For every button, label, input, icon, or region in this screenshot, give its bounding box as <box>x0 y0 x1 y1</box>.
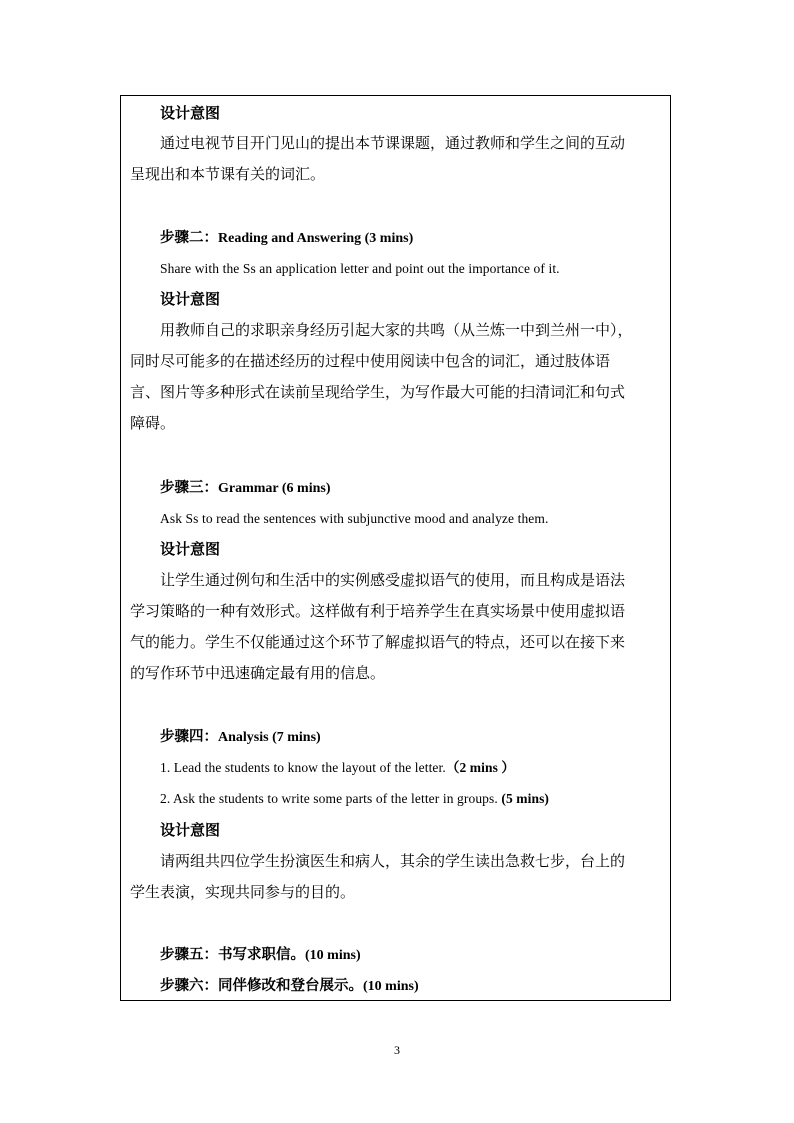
step2-task: Share with the Ss an application letter and point out the importance of it. <box>160 261 560 276</box>
intent1-paragraph-line: 通过电视节目开门见山的提出本节课课题，通过教师和学生之间的互动 <box>160 134 626 152</box>
step4-task-2-time: (5 mins) <box>501 791 550 806</box>
intent1-title: 设计意图 <box>160 104 221 122</box>
step2-label: 步骤二： <box>160 229 218 246</box>
step5-time: (10 mins) <box>305 948 361 963</box>
intent4-paragraph-line: 请两组共四位学生扮演医生和病人，其余的学生读出急救七步，台上的 <box>160 852 626 870</box>
lesson-plan-table-cell <box>120 95 671 1001</box>
intent3-title: 设计意图 <box>160 540 221 558</box>
intent2-paragraph-line: 言、图片等多种形式在读前呈现给学生，为写作最大可能的扫清词汇和句式 <box>130 383 626 401</box>
step4-task-1 <box>160 761 515 775</box>
step4-task-1-text: 1. Lead the students to know the layout of the letter. <box>160 760 446 775</box>
intent2-paragraph-line: 用教师自己的求职亲身经历引起大家的共鸣（从兰炼一中到兰州一中）， <box>160 321 633 339</box>
step4-heading <box>160 730 321 745</box>
intent4-paragraph-line: 学生表演，实现共同参与的目的。 <box>130 883 356 901</box>
step6-label: 步骤六：同伴修改和登台展示。 <box>160 977 363 994</box>
step3-heading <box>160 481 331 496</box>
step4-label: 步骤四： <box>160 728 218 745</box>
step2-title: Reading and Answering (3 mins) <box>218 231 414 246</box>
step4-task-2 <box>160 792 549 806</box>
step4-title: Analysis (7 mins) <box>218 730 321 745</box>
intent3-paragraph-line: 的写作环节中迅速确定最有用的信息。 <box>130 664 386 682</box>
intent2-title: 设计意图 <box>160 290 221 308</box>
intent3-paragraph-line: 气的能力。学生不仅能通过这个环节了解虚拟语气的特点，还可以在接下来 <box>130 633 626 651</box>
step5-label: 步骤五：书写求职信。 <box>160 946 305 963</box>
page-number: 3 <box>394 1043 400 1057</box>
step6-heading <box>160 979 419 994</box>
intent2-paragraph-line: 障碍。 <box>130 414 176 432</box>
step4-task-2-text: 2. Ask the students to write some parts of the letter in groups. <box>160 791 498 806</box>
step5-heading <box>160 948 361 963</box>
step2-heading <box>160 231 413 246</box>
intent4-title: 设计意图 <box>160 821 221 839</box>
step4-task-1-time: （2 mins ） <box>445 760 516 775</box>
intent3-paragraph-line: 让学生通过例句和生活中的实例感受虚拟语气的使用，而且构成是语法 <box>160 571 626 589</box>
intent1-paragraph-line: 呈现出和本节课有关的词汇。 <box>130 165 326 183</box>
intent2-paragraph-line: 同时尽可能多的在描述经历的过程中使用阅读中包含的词汇，通过肢体语 <box>130 352 611 370</box>
step3-label: 步骤三： <box>160 479 218 496</box>
step3-title: Grammar (6 mins) <box>218 481 331 496</box>
step6-time: (10 mins) <box>363 979 419 994</box>
step3-task: Ask Ss to read the sentences with subjunctive mood and analyze them. <box>160 511 549 526</box>
intent3-paragraph-line: 学习策略的一种有效形式。这样做有利于培养学生在真实场景中使用虚拟语 <box>130 602 626 620</box>
